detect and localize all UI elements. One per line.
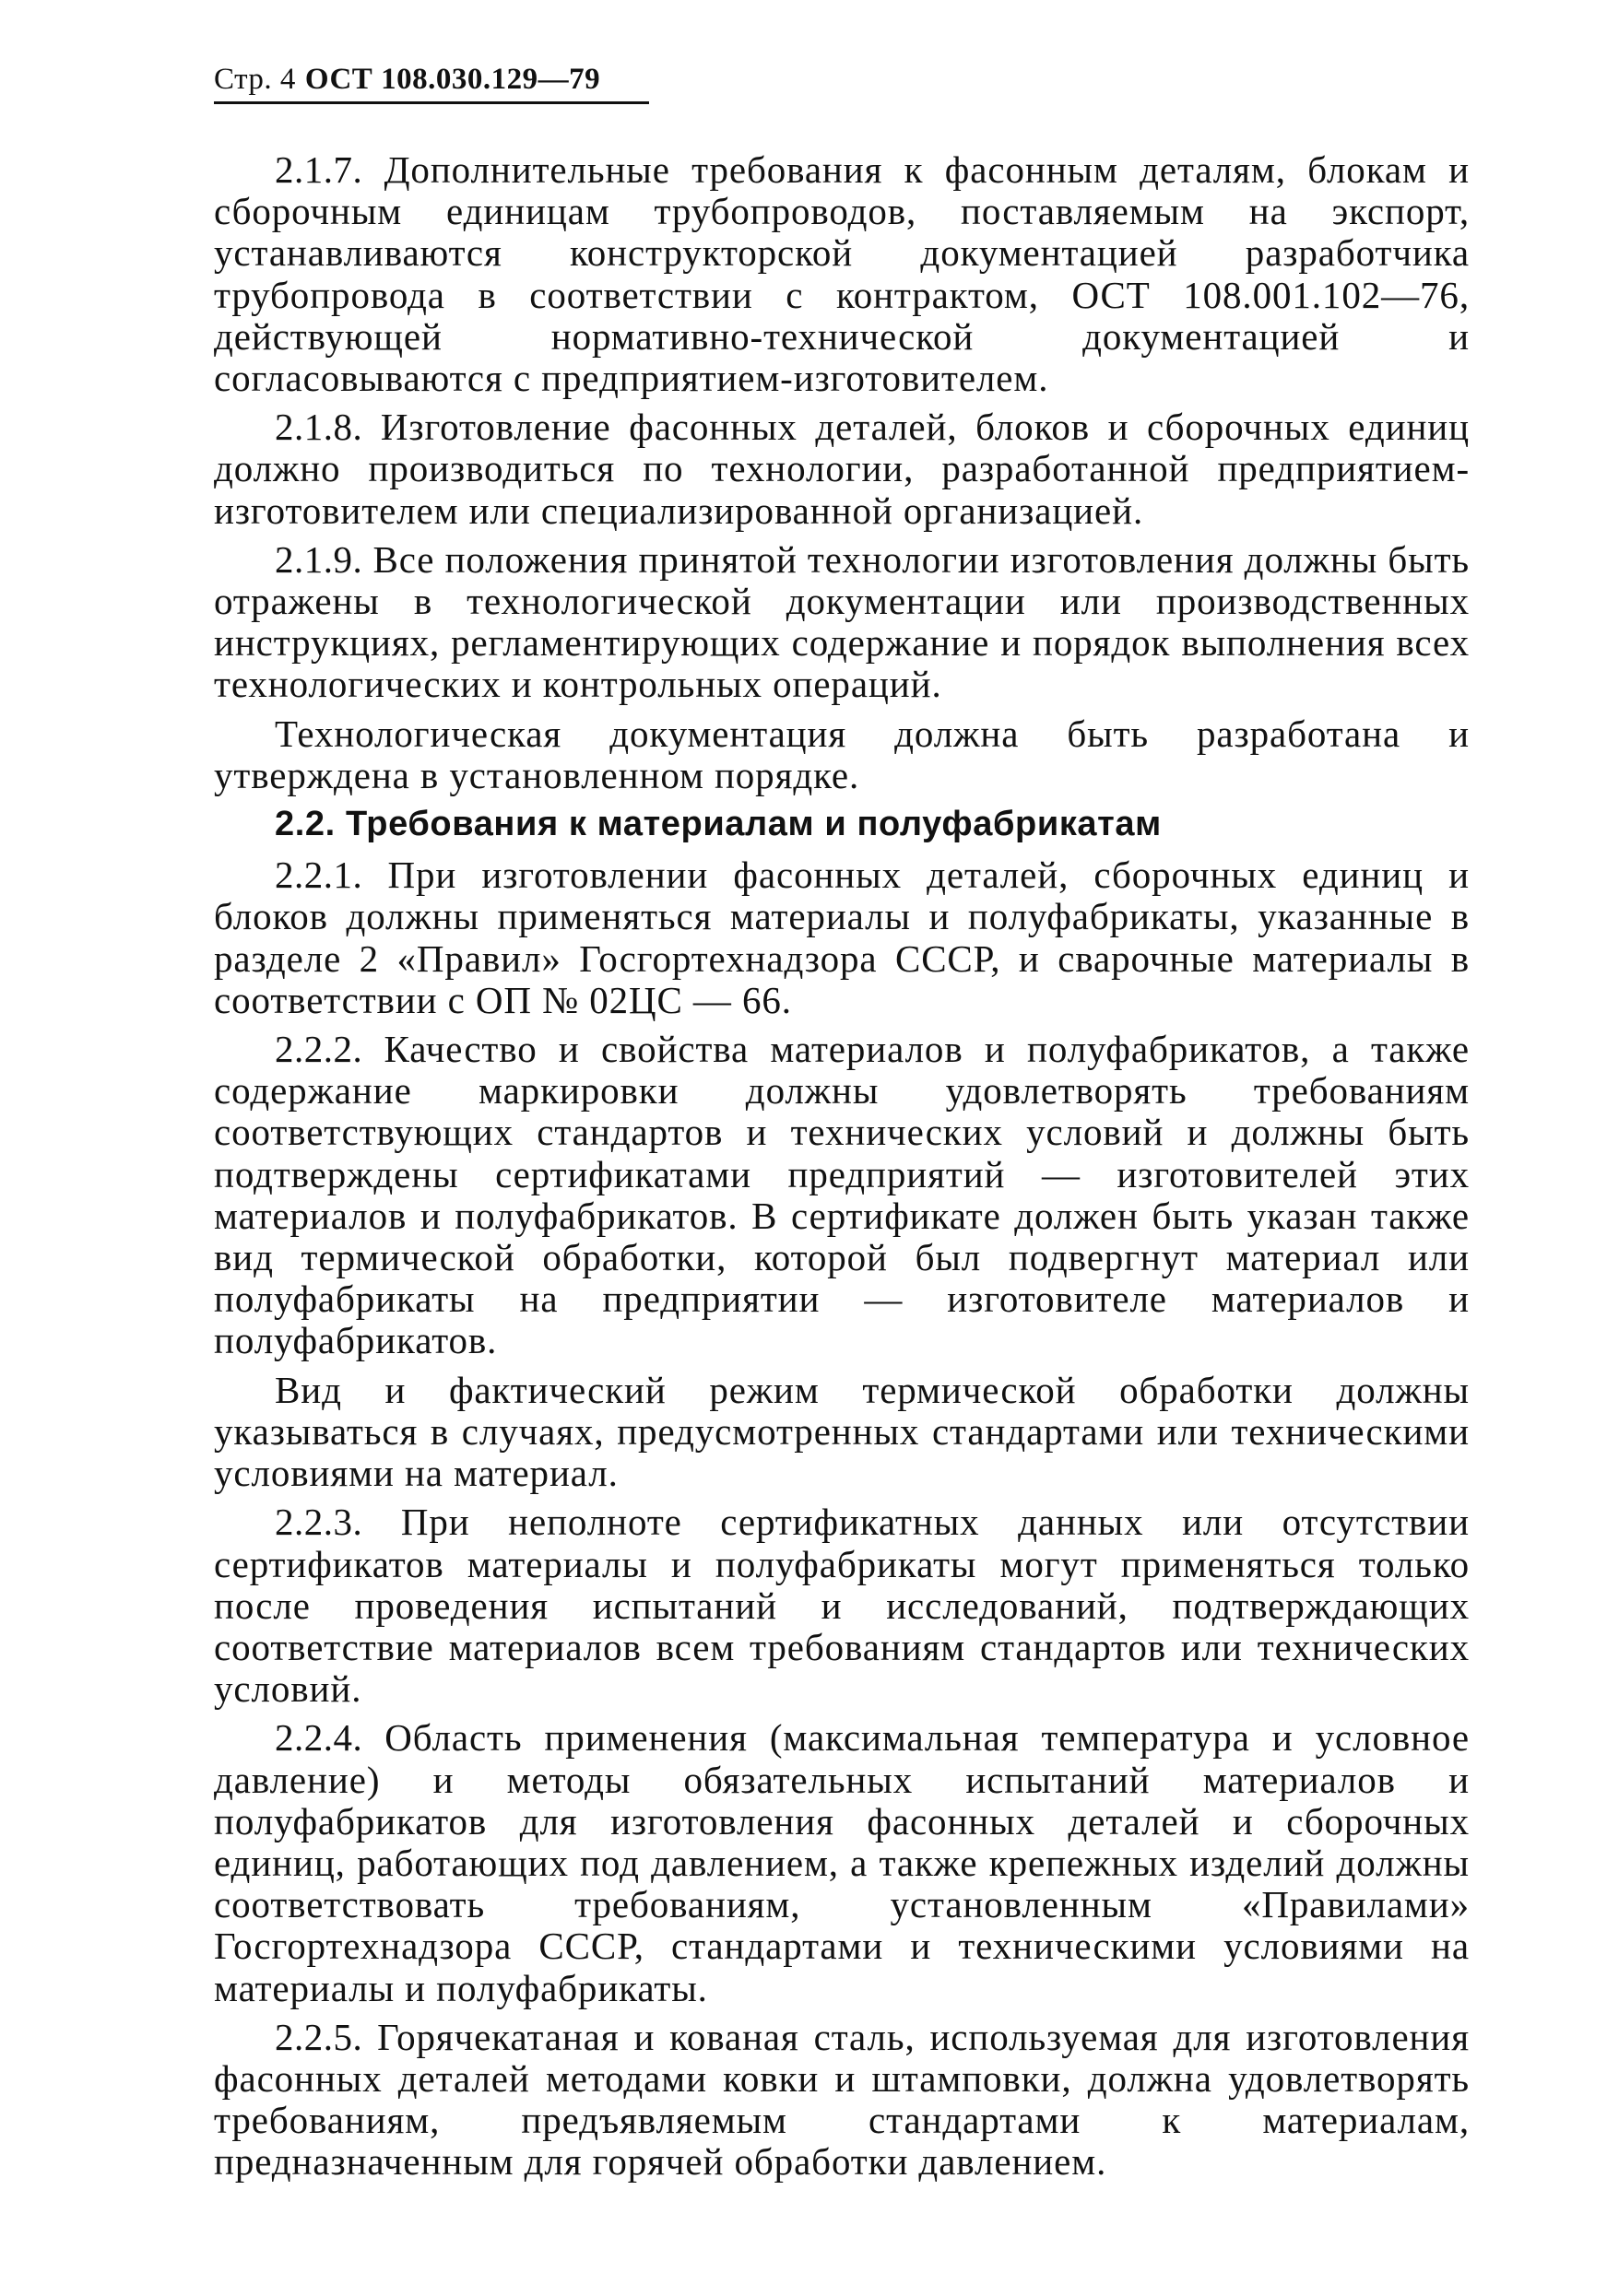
page-number: Стр. 4 [214,63,296,96]
clause-number: 2.2.3. [275,1501,363,1544]
paragraph-2-2-2 [214,1029,1470,1362]
clause-text: Качество и свойства материалов и полуфабрикатов, а также содержание маркировки должны удовлетворять требованиям соответствующих стандартов и технических условий и должны быть подтверждены сертификатами предприятий — изготовителей этих материалов и полуфабрикатов. В сертификате должен быть указан также вид термической обработки, которой был подвергнут материал или полуфабрикаты на предприятии — изготовителе материалов и полуфабрикатов. [214,1028,1470,1362]
paragraph-2-2-1 [214,854,1470,1021]
paragraph-2-2-4 [214,1717,1470,2008]
clause-text: Область применения (максимальная температура и условное давление) и методы обязательных испытаний материалов и полуфабрикатов для изготовления фасонных деталей и сборочных единиц, работающих под давлением, а также крепежных изделий должны соответствовать требованиям, установленным «Правилами» Госгортехнадзора СССР, стандартами и техническими условиями на материалы и полуфабрикаты. [214,1716,1470,2009]
header-underline [214,101,649,104]
clause-text: Горячекатаная и кованая сталь, используемая для изготовления фасонных деталей методами ковки и штамповки, должна удовлетворять требованиям, предъявляемым стандартами к материалам, предназначенным для горячей обработки давлением. [214,2015,1470,2184]
paragraph-2-1-9 [214,539,1470,706]
clause-text: Все положения принятой технологии изготовления должны быть отражены в технологической документации или производственных инструкциях, регламентирующих содержание и порядок выполнения всех технологических и контрольных операций. [214,537,1470,706]
document-body [214,149,1470,2191]
paragraph-2-2-3 [214,1501,1470,1710]
clause-number: 2.1.9. [275,537,363,581]
clause-text: Изготовление фасонных деталей, блоков и сборочных единиц должно производиться по технологии, разработанной предприятием-изготовителем или специализированной организацией. [214,406,1470,532]
section-heading: 2.2. Требования к материалам и полуфабрикатам [275,805,1162,844]
clause-number: 2.1.7. [275,148,363,191]
clause-text: Дополнительные требования к фасонным деталям, блокам и сборочным единицам трубопроводов, поставляемым на экспорт, устанавливаются конструкторской документацией разработчика трубопровода в соответствии с контрактом, ОСТ 108.001.102—76, действующей нормативно-технической документацией и согласовываются с предприятием-изготовителем. [214,148,1470,400]
paragraph-2-2-5 [214,2017,1470,2184]
clause-number: 2.2.1. [275,854,363,897]
clause-number: 2.2.2. [275,1028,363,1071]
clause-number: 2.1.8. [275,406,363,449]
page-header [214,61,656,98]
clause-number: 2.2.5. [275,2015,363,2058]
paragraph-2-1-7 [214,149,1470,399]
clause-text: Технологическая документация должна быть разработана и утверждена в установленном порядке. [214,712,1470,796]
clause-text: При изготовлении фасонных деталей, сборочных единиц и блоков должны применяться материалы и полуфабрикаты, указанные в разделе 2 «Правил» Госгортехнадзора СССР, и сварочные материалы в соответствии с ОП № 02ЦС — 66. [214,854,1470,1021]
paragraph-2-1-8 [214,406,1470,532]
document-code: ОСТ 108.030.129—79 [304,63,601,96]
clause-text: При неполноте сертификатных данных или отсутствии сертификатов материалы и полуфабрикаты могут применяться только после проведения испытаний и исследований, подтверждающих соответствие материалов всем требованиям стандартов или технических условий. [214,1501,1470,1711]
clause-text: Вид и фактический режим термической обработки должны указываться в случаях, предусмотренных стандартами или техническими условиями на материал. [214,1368,1470,1495]
paragraph-2-1-9-continued [214,713,1470,796]
paragraph-2-2-2-continued [214,1370,1470,1495]
clause-number: 2.2.4. [275,1716,363,1760]
